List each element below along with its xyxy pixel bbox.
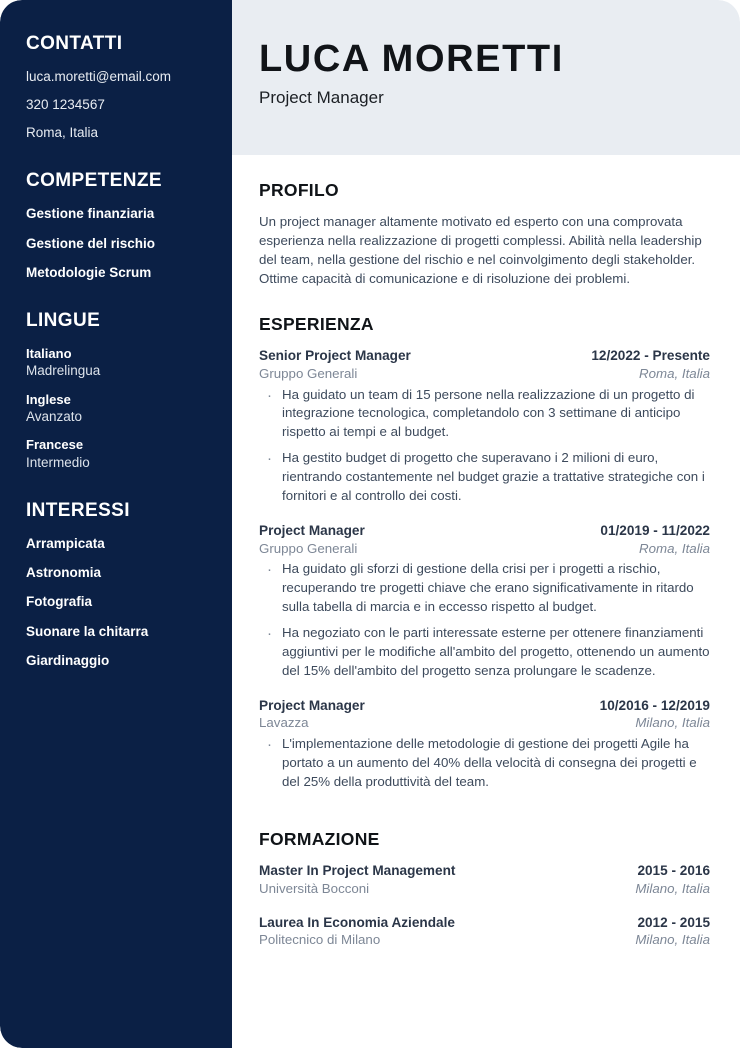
language-name: Francese — [26, 437, 84, 453]
experience-bullets — [259, 386, 710, 506]
interests-heading: INTERESSI — [26, 500, 130, 522]
experience-title-row — [259, 347, 710, 365]
sidebar-section-skills — [26, 171, 210, 280]
experience-bullet: · Ha guidato un team di 15 persone nella realizzazione di un progetto di integrazione tecnologica, completandolo con 3 settimane di anticipo rispetto ai tempi e al budget. — [259, 386, 710, 443]
sidebar-section-languages — [26, 311, 210, 471]
education-org-row — [259, 931, 710, 949]
profile-heading: PROFILO — [259, 180, 339, 200]
candidate-name: LUCA MORETTI — [259, 38, 564, 80]
experience-title-row — [259, 697, 710, 715]
experience-bullet: · Ha guidato gli sforzi di gestione della crisi per i progetti a rischio, recuperando tre progetti chiave che erano significativamente in ritardo sulla tabella di marcia e in eccesso rispetto al budget. — [259, 560, 710, 617]
experience-entry — [259, 522, 710, 681]
education-date: 2012 - 2015 — [637, 914, 710, 930]
language-level: Intermedio — [26, 454, 90, 470]
interest-item: Astronomia — [26, 565, 102, 581]
language-level: Avanzato — [26, 408, 83, 424]
section-profile — [259, 181, 710, 289]
contact-location: Roma, Italia — [26, 125, 99, 141]
main-column — [232, 0, 740, 1048]
language-item — [26, 346, 210, 380]
language-level: Madrelingua — [26, 363, 101, 379]
contact-email: luca.moretti@email.com — [26, 68, 171, 84]
experience-location: Milano, Italia — [635, 715, 710, 731]
experience-title-row — [259, 522, 710, 540]
experience-location: Roma, Italia — [639, 365, 710, 381]
education-degree: Laurea In Economia Aziendale — [259, 914, 455, 930]
sidebar-section-contacts — [26, 34, 210, 141]
section-experience — [259, 315, 710, 792]
language-name: Inglese — [26, 391, 71, 407]
skills-heading: COMPETENZE — [26, 170, 162, 192]
experience-org-row — [259, 365, 710, 383]
experience-organization: Gruppo Generali — [259, 365, 358, 381]
skill-item: Metodologie Scrum — [26, 264, 152, 280]
experience-org-row — [259, 540, 710, 558]
experience-bullet: · Ha negoziato con le parti interessate esterne per ottenere finanziamenti aggiuntivi per le modifiche all'ambito del progetto, ottenendo un aumento del 15% dell'ambito del progetto senza prolungare le scadenze. — [259, 624, 710, 681]
education-date: 2015 - 2016 — [637, 863, 710, 879]
interest-item: Arrampicata — [26, 536, 105, 552]
experience-heading: ESPERIENZA — [259, 313, 374, 334]
education-degree: Master In Project Management — [259, 863, 456, 879]
experience-bullets — [259, 735, 710, 792]
language-item — [26, 437, 210, 471]
skill-item: Gestione finanziaria — [26, 206, 155, 222]
contacts-heading: CONTATTI — [26, 33, 123, 54]
interest-item: Fotografia — [26, 594, 92, 610]
experience-title: Project Manager — [259, 522, 365, 538]
education-title-row — [259, 914, 710, 932]
experience-org-row — [259, 714, 710, 732]
experience-organization: Gruppo Generali — [259, 540, 358, 556]
sidebar-section-interests — [26, 501, 210, 669]
experience-location: Roma, Italia — [639, 540, 710, 556]
education-institution: Università Bocconi — [259, 880, 370, 896]
spacer — [259, 808, 710, 830]
experience-organization: Lavazza — [259, 715, 309, 731]
experience-entry — [259, 697, 710, 792]
sidebar — [0, 0, 232, 1048]
experience-entry — [259, 347, 710, 506]
experience-bullet: · L'implementazione delle metodologie di gestione dei progetti Agile ha portato a un aumento del 40% della velocità di consegna dei progetti e del 25% della produttività del team. — [259, 735, 710, 792]
education-heading: FORMAZIONE — [259, 828, 380, 849]
experience-bullet: · Ha gestito budget di progetto che superavano i 2 milioni di euro, rientrando costantemente nel budget grazie a trattative strategiche con i fornitori e al controllo dei costi. — [259, 449, 710, 506]
contact-phone: 320 1234567 — [26, 97, 105, 113]
language-name: Italiano — [26, 345, 72, 361]
education-location: Milano, Italia — [635, 880, 710, 896]
education-entry — [259, 914, 710, 950]
experience-date: 10/2016 - 12/2019 — [599, 697, 710, 713]
languages-heading: LINGUE — [26, 309, 101, 331]
education-entry — [259, 862, 710, 898]
experience-date: 12/2022 - Presente — [591, 348, 710, 363]
section-education — [259, 830, 710, 949]
interest-item: Giardinaggio — [26, 652, 110, 668]
profile-text: Un project manager altamente motivato ed esperto con una comprovata esperienza nella realizzazione di progetti complessi. Abilità nella leadership del team, nella gestione del rischio e nel coinvolgimento degli stakeholder. Ottime capacità di comunicazione e di risoluzione dei problemi. — [259, 214, 702, 286]
interest-item: Suonare la chitarra — [26, 623, 149, 639]
experience-bullets — [259, 560, 710, 680]
experience-date: 01/2019 - 11/2022 — [600, 522, 710, 538]
experience-title: Project Manager — [259, 697, 365, 713]
name-header-band — [232, 0, 740, 155]
education-title-row — [259, 862, 710, 880]
education-institution: Politecnico di Milano — [259, 932, 381, 948]
candidate-job-title: Project Manager — [259, 87, 384, 107]
main-body — [232, 155, 740, 949]
language-item — [26, 392, 210, 426]
skill-item: Gestione del rischio — [26, 235, 156, 251]
education-org-row — [259, 880, 710, 898]
spacer — [259, 289, 710, 315]
education-location: Milano, Italia — [635, 932, 710, 948]
experience-title: Senior Project Manager — [259, 348, 411, 363]
